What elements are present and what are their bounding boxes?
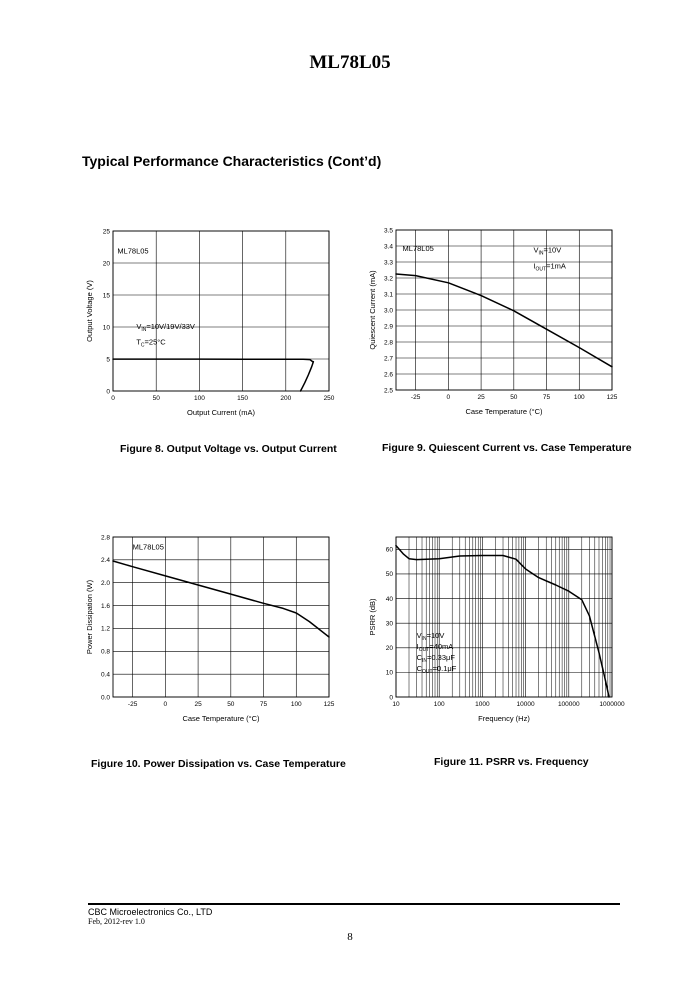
x-tick-label: 0 (111, 395, 115, 402)
y-tick-label: 5 (106, 356, 110, 364)
y-tick-label: 0.8 (100, 648, 110, 656)
footer-revision: Feb, 2012-rev 1.0 (88, 917, 145, 926)
x-axis-label: Frequency (Hz) (478, 714, 530, 723)
x-tick-label: 75 (542, 394, 551, 401)
y-tick-label: 1.2 (100, 625, 110, 633)
figure-8-chart (85, 228, 335, 417)
y-axis-label: Power Dissipation (W) (85, 579, 94, 655)
series-line (113, 561, 329, 637)
x-tick-label: 0 (446, 394, 451, 401)
x-tick-label: -25 (410, 394, 421, 401)
x-tick-label: 75 (259, 701, 268, 708)
series-line (113, 359, 313, 391)
y-tick-label: 40 (385, 595, 393, 603)
y-tick-label: 3.3 (383, 259, 393, 267)
chart-annotation: $C_{IN}=0.33\mu F$ (416, 653, 455, 665)
y-tick-label: 3.2 (383, 275, 393, 283)
y-tick-label: 2.8 (383, 339, 393, 347)
chart-annotation: $I_{OUT}=1mA$ (533, 261, 566, 273)
x-tick-label: 100 (433, 701, 445, 708)
x-tick-label: 25 (194, 701, 202, 708)
chart-annotation: $V_{IN}=10V$ (533, 245, 562, 257)
y-tick-label: 2.6 (383, 371, 393, 379)
y-tick-label: 50 (385, 571, 393, 579)
chart-annotation: $C_{OUT}=0.1\mu F$ (416, 664, 457, 676)
y-tick-label: 3.1 (383, 291, 393, 299)
x-tick-label: 0 (163, 701, 168, 708)
y-axis-label: PSRR (dB) (368, 598, 377, 636)
figure-10-chart (85, 534, 335, 723)
chart-annotation: $V_{IN}=10V$ (416, 630, 445, 642)
footer-rule (88, 903, 620, 905)
chart-annotation: ML78L05 (402, 243, 434, 253)
x-tick-label: 25 (477, 394, 485, 401)
x-tick-label: 125 (606, 394, 618, 401)
y-tick-label: 2.4 (100, 557, 110, 565)
x-tick-label: 100 (290, 701, 302, 708)
chart-annotation: $T_C=25^\circ C$ (136, 337, 166, 349)
series-line (396, 274, 612, 367)
y-tick-label: 60 (385, 546, 393, 554)
plot-frame (113, 537, 329, 697)
x-axis-label: Output Current (mA) (187, 408, 255, 417)
y-tick-label: 10 (102, 324, 110, 332)
y-tick-label: 0.0 (100, 694, 110, 702)
chart-annotation: ML78L05 (132, 542, 164, 552)
x-tick-label: 100 (193, 395, 205, 402)
y-tick-label: 20 (385, 645, 393, 653)
y-tick-label: 2.9 (383, 323, 393, 331)
y-tick-label: 2.7 (383, 355, 393, 363)
x-tick-label: 150 (237, 395, 249, 402)
y-axis-label: Quiescent Current (mA) (368, 270, 377, 350)
document-title: ML78L05 (309, 52, 391, 73)
x-tick-label: 100 (573, 394, 585, 401)
x-axis-label: Case Temperature (°C) (465, 407, 543, 416)
x-tick-label: 250 (323, 395, 335, 402)
x-tick-label: 1000 (475, 701, 490, 708)
y-tick-label: 10 (385, 669, 393, 677)
x-axis-label: Case Temperature (°C) (182, 714, 260, 723)
y-axis-label: Output Voltage (V) (85, 280, 94, 342)
y-tick-label: 2.0 (100, 580, 110, 588)
y-tick-label: 3.0 (383, 307, 393, 315)
y-tick-label: 20 (102, 260, 110, 268)
y-tick-label: 30 (385, 620, 393, 628)
figure-10-caption: Figure 10. Power Dissipation vs. Case Temperature (91, 758, 346, 770)
chart-annotation: ML78L05 (117, 246, 149, 256)
x-tick-label: 1000000 (599, 701, 625, 708)
y-tick-label: 0.4 (100, 671, 110, 679)
figure-9-chart (368, 227, 618, 416)
x-tick-label: 50 (227, 701, 235, 708)
y-tick-label: 0 (389, 694, 393, 702)
y-tick-label: 3.4 (383, 243, 393, 251)
x-tick-label: 50 (152, 395, 160, 402)
footer-company: CBC Microelectronics Co., LTD (88, 907, 213, 917)
x-tick-label: -25 (127, 701, 138, 708)
section-heading: Typical Performance Characteristics (Cont’d) (82, 153, 382, 169)
x-tick-label: 125 (323, 701, 335, 708)
figure-9-caption: Figure 9. Quiescent Current vs. Case Temperature (382, 442, 632, 454)
x-tick-label: 10 (392, 701, 400, 708)
x-tick-label: 10000 (516, 701, 535, 708)
x-tick-label: 50 (510, 394, 518, 401)
y-tick-label: 0 (106, 388, 110, 396)
figure-8-caption: Figure 8. Output Voltage vs. Output Current (120, 443, 337, 455)
figure-11-caption: Figure 11. PSRR vs. Frequency (434, 756, 589, 768)
chart-annotation: $I_{OUT}=40mA$ (416, 642, 454, 653)
page-number: 8 (347, 931, 353, 943)
x-tick-label: 100000 (557, 701, 580, 708)
chart-annotation: $V_{IN}=10V/19V/33V$ (136, 321, 195, 333)
y-tick-label: 25 (102, 228, 110, 236)
y-tick-label: 15 (102, 292, 110, 300)
y-tick-label: 3.5 (383, 227, 393, 235)
x-tick-label: 200 (280, 395, 292, 402)
y-tick-label: 2.5 (383, 387, 393, 395)
y-tick-label: 2.8 (100, 534, 110, 542)
y-tick-label: 1.6 (100, 602, 110, 610)
figure-11-chart (368, 537, 625, 723)
